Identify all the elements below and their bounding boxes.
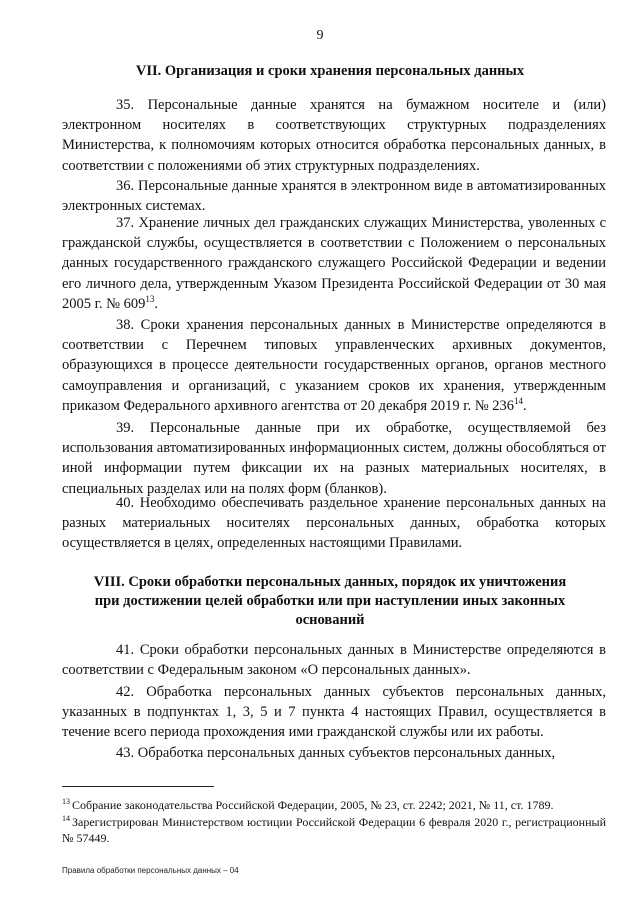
paragraph-41: 41. Сроки обработки персональных данных в Министерстве определяются в соответствии с Федеральным законом «О персональных данных». [62, 642, 606, 679]
paragraph-38-text: 38. Сроки хранения персональных данных в Министерстве определяются в соответствии с Перечнем типовых управленческих архивных документов, образующихся в процессе деятельности государственных органов, органов местного самоуправления и организаций, с указанием сроков их хранения, утвержденным приказом Федерального архивного агентства от 20 декабря 2019 г. № 236 [62, 317, 606, 414]
footnote-ref-14: 14 [514, 395, 524, 406]
document-footer: Правила обработки персональных данных – 04 [62, 866, 239, 875]
paragraph-36: 36. Персональные данные хранятся в электронном виде в автоматизированных электронных системах. [62, 178, 606, 215]
paragraph-43: 43. Обработка персональных данных субъектов персональных данных, [116, 745, 556, 761]
footnote-separator [62, 786, 214, 787]
section-7-heading: VII. Организация и сроки хранения персональных данных [135, 63, 525, 79]
paragraph-39: 39. Персональные данные при их обработке, осуществляемой без использования автоматизированных информационных систем, должны обособляться от иной информации путем фиксации их на разных материальных носителях, в специальных разделах или на полях форм (бланков). [62, 420, 606, 497]
paragraph-37-text: 37. Хранение личных дел гражданских служащих Министерства, уволенных с гражданской службы, осуществляется в соответствии с Положением о персональных данных государственного гражданского служащего Российской Федерации и ведении его личного дела, утвержденным Указом Президента Российской Федерации от 30 мая 2005 г. № 609 [62, 215, 606, 312]
page-number: 9 [316, 28, 324, 43]
footnote-14-text: Зарегистрирован Министерством юстиции Российской Федерации 6 февраля 2020 г., регистрационный № 57449. [62, 815, 606, 845]
paragraph-37-end: . [154, 295, 159, 312]
paragraph-35: 35. Персональные данные хранятся на бумажном носителе и (или) электронном носителях в соответствующих структурных подразделениях Министерства, к полномочиям которых относится обработка персональных данных, в соответствии с положениями об этих структурных подразделениях. [62, 97, 606, 174]
footnote-13 [62, 797, 606, 813]
footnote-13-number: 13 [62, 797, 70, 806]
paragraph-40: 40. Необходимо обеспечивать раздельное хранение персональных данных на разных материальных носителях персональных данных, обработка которых осуществляется в целях, определенных настоящими Правилами. [62, 495, 606, 552]
footnote-ref-13: 13 [145, 293, 155, 304]
paragraph-38 [62, 315, 606, 416]
paragraph-42: 42. Обработка персональных данных субъектов персональных данных, указанных в подпунктах 1, 3, 5 и 7 пункта 4 настоящих Правил, осуществляется в течение всего периода прохождения ими гражданской службы или их работы. [62, 684, 606, 741]
footnote-14 [62, 814, 606, 846]
paragraph-37 [62, 213, 606, 314]
footnote-14-number: 14 [62, 814, 70, 823]
section-8-heading: VIII. Сроки обработки персональных данных, порядок их уничтожения при достижении целей обработки или при наступлении иных законных оснований [93, 574, 567, 628]
footnote-13-text: Собрание законодательства Российской Федерации, 2005, № 23, ст. 2242; 2021, № 11, ст. 1789. [72, 798, 554, 812]
paragraph-38-end: . [523, 397, 527, 414]
